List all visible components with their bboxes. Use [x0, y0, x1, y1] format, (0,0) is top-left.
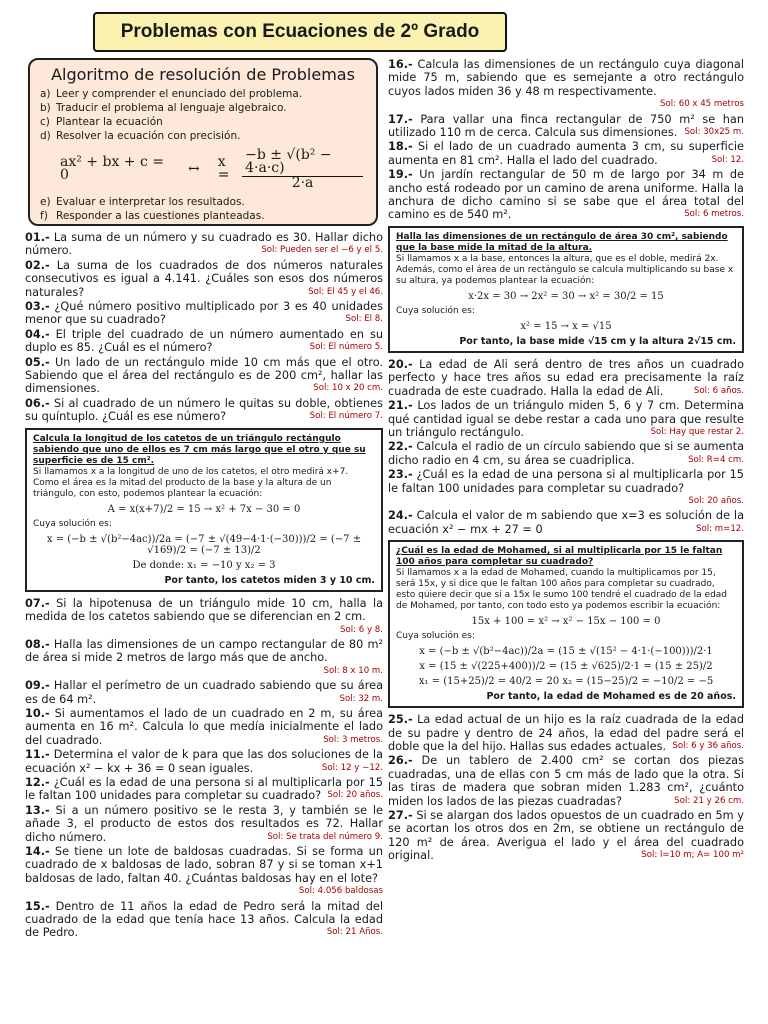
- problem-solution: Sol: m=12.: [696, 523, 744, 534]
- problem-number: 06.-: [25, 396, 50, 410]
- problem-item: [25, 679, 383, 706]
- algorithm-title: Algoritmo de resolución de Problemas: [51, 65, 355, 84]
- problem-solution: Sol: 10 x 20 cm.: [313, 383, 383, 394]
- problem-solution: Sol: 12.: [711, 154, 744, 165]
- problem-solution: Sol: El número 7.: [309, 411, 383, 422]
- problem-item: [388, 358, 744, 398]
- problem-solution: Sol: Hay que restar 2.: [650, 426, 744, 437]
- problem-item: [388, 754, 744, 808]
- problem-item: [25, 231, 383, 258]
- problem-number: 14.-: [25, 845, 50, 858]
- formula-arrow: ↔: [188, 160, 200, 177]
- problem-solution: Sol: Se trata del número 9.: [267, 831, 383, 842]
- formula-numerator: −b ± √(b² − 4·a·c): [242, 149, 363, 177]
- problem-item: [388, 399, 744, 439]
- problem-text: Si a un número positivo se le resta 3, y también se le añade 3, el producto de estos dos resultados es 72. Hallar dicho número.: [25, 803, 384, 844]
- problem-number: 24.-: [388, 509, 413, 523]
- step-letter: e): [40, 196, 51, 209]
- problem-number: 18.-: [388, 140, 413, 154]
- problem-solution: Sol: 6 metros.: [684, 209, 744, 220]
- example-box-catetos: [25, 428, 383, 592]
- example-text: Como el área es la mitad del producto de la base y la altura de un triángulo, con esto, podemos plantear la ecuación:: [33, 477, 332, 499]
- problem-item: [25, 397, 383, 424]
- step-letter: b): [40, 102, 51, 115]
- problem-number: 17.-: [388, 112, 413, 126]
- problem-text: Los lados de un triángulo miden 5, 6 y 7 cm. Determina qué cantidad igual se debe restar a cada uno para que resulte un triángulo rectángulo.: [388, 399, 744, 439]
- example-label: Cuya solución es:: [33, 518, 112, 529]
- example-question: ¿Cuál es la edad de Mohamed, si al multiplicarla por 15 le faltan 100 años para completar su cuadrado?: [396, 546, 723, 568]
- example-answer: Por tanto, los catetos miden 3 y 10 cm.: [164, 574, 375, 586]
- problem-text: La suma de los cuadrados de dos números naturales consecutivos es igual a 4.141. ¿Cuáles son esos dos números naturales?: [25, 258, 383, 299]
- problem-number: 21.-: [388, 399, 413, 413]
- problem-item: [388, 58, 744, 112]
- problem-solution: Sol: 20 años.: [688, 495, 744, 506]
- problem-text: Hallar el perímetro de un cuadrado sabiendo que su área es de 64 m².: [25, 679, 383, 706]
- problem-text: Si aumentamos el lado de un cuadrado en 2 m, su área aumenta en 16 m². Calcula lo que medía inicialmente el lado del cuadrado.: [25, 706, 383, 747]
- formula-fraction: [242, 146, 363, 191]
- problem-solution: Sol: 4.056 baldosas: [298, 886, 383, 897]
- problem-text: ¿Cuál es la edad de una persona si al multiplicarla por 15 le faltan 100 unidades para completar su cuadrado?: [25, 775, 383, 803]
- page-title: Problemas con Ecuaciones de 2º Grado: [93, 12, 507, 52]
- problem-number: 02.-: [25, 258, 50, 272]
- problem-text: De un tablero de 2.400 cm² se cortan dos piezas cuadradas, una de ellas con 5 cm más de lado que la otra. Si las tiras de madera que sobran miden 1.283 cm², ¿cuánto miden los lados de las piezas cuadradas?: [388, 754, 744, 808]
- problem-text: Halla las dimensiones de un campo rectangular de 80 m² de área si mide 2 metros de largo más que de ancho.: [25, 637, 384, 665]
- example-equation: x² = 15 → x = √15: [520, 320, 612, 332]
- right-column: [388, 58, 744, 864]
- algorithm-step: [40, 129, 366, 143]
- problem-text: Un lado de un rectángulo mide 10 cm más que el otro. Sabiendo que el área del rectángulo es de 200 cm², hallar las dimensiones.: [25, 355, 383, 396]
- algorithm-steps-final: [40, 195, 366, 223]
- example-equation: A = x(x+7)/2 = 15 → x² + 7x − 30 = 0: [107, 503, 301, 515]
- problem-number: 15.-: [25, 899, 50, 913]
- problem-solution: Sol: 20 años.: [327, 790, 383, 801]
- problem-item: [25, 748, 383, 775]
- problem-item: [25, 597, 383, 637]
- example-equation: x·2x = 30 → 2x² = 30 → x² = 30/2 = 15: [468, 290, 664, 302]
- algorithm-step: [40, 195, 366, 209]
- example-equation: 15x + 100 = x² → x² − 15x − 100 = 0: [471, 616, 661, 628]
- problem-number: 13.-: [25, 803, 50, 817]
- problem-solution: Sol: 6 y 36 años.: [672, 740, 744, 751]
- step-letter: d): [40, 130, 51, 143]
- problem-text: La edad de Ali será dentro de tres años un cuadrado perfecto y hace tres años su edad era precisamente la raíz cuadrada de este cuadrado. Halla la edad de Ali.: [388, 357, 745, 398]
- problem-item: [388, 509, 744, 536]
- example-answer: Por tanto, la edad de Mohamed es de 20 años.: [486, 691, 736, 703]
- problem-item: [25, 356, 383, 396]
- problem-solution: Sol: 32 m.: [339, 693, 383, 704]
- step-text: Evaluar e interpretar los resultados.: [56, 196, 245, 209]
- problem-solution: Sol: 6 años.: [693, 385, 744, 396]
- problem-list: [25, 597, 383, 940]
- problem-solution: Sol: 21 Años.: [326, 927, 383, 938]
- problem-number: 05.-: [25, 355, 50, 369]
- problem-item: [388, 140, 744, 167]
- problem-item: [25, 707, 383, 747]
- problem-solution: Sol: El 8.: [345, 314, 383, 325]
- problem-number: 04.-: [25, 327, 50, 341]
- step-text: Responder a las cuestiones planteadas.: [56, 210, 265, 223]
- problem-text: El triple del cuadrado de un número aumentado en su duplo es 85. ¿Cuál es el número?: [25, 327, 383, 355]
- example-equation: x = (15 ± √(225+400))/2 = (15 ± √625)/2·1 = (15 ± 25)/2: [419, 661, 713, 673]
- problem-item: [388, 168, 744, 222]
- problem-list: [388, 358, 744, 536]
- problem-number: 11.-: [25, 748, 50, 762]
- quadratic-formula: [60, 146, 366, 191]
- problem-number: 01.-: [25, 231, 50, 244]
- example-box-mohamed: [388, 540, 744, 708]
- problem-solution: Sol: 60 x 45 metros: [660, 99, 744, 110]
- problem-text: Si se alargan dos lados opuestos de un cuadrado en 5m y se acortan los otros dos en 2m, se obtiene un rectángulo de 120 m² de área. Averigua el lado y el área del cuadrado original.: [388, 809, 744, 863]
- problem-number: 27.-: [388, 809, 413, 822]
- problem-item: [25, 259, 383, 299]
- formula-x: x =: [217, 154, 230, 184]
- step-text: Traducir el problema al lenguaje algebraico.: [56, 102, 287, 115]
- step-letter: c): [40, 116, 50, 129]
- problem-number: 26.-: [388, 754, 413, 768]
- algorithm-step: [40, 87, 366, 101]
- problem-solution: Sol: El número 5.: [309, 342, 383, 353]
- problem-text: Si al cuadrado de un número le quitas su doble, obtienes su quíntuplo. ¿Cuál es ese número?: [25, 396, 384, 424]
- problem-text: Dentro de 11 años la edad de Pedro será la mitad del cuadrado de la edad que tenía hace 13 años. Calcula la edad de Pedro.: [25, 899, 383, 940]
- problem-item: [388, 468, 744, 508]
- problem-number: 07.-: [25, 596, 50, 610]
- problem-text: Calcula las dimensiones de un rectángulo cuya diagonal mide 75 m, sabiendo que es semejante a otro rectángulo cuyos lados miden 36 y 48 m respectivamente.: [388, 58, 744, 98]
- problem-text: Un jardín rectangular de 50 m de largo por 34 m de ancho está rodeado por un camino de arena uniforme. Halla la anchura de dicho camino si se sabe que el área total del camino es de 540 m².: [388, 168, 744, 222]
- example-question: Halla las dimensiones de un rectángulo de área 30 cm², sabiendo que la base mide la mitad de la altura.: [396, 231, 728, 253]
- problem-text: Determina el valor de k para que las dos soluciones de la ecuación x² − kx + 36 = 0 sean iguales.: [25, 748, 383, 775]
- problem-solution: Sol: 12 y −12.: [321, 762, 383, 773]
- problem-item: [25, 300, 383, 327]
- problem-list: [388, 713, 744, 862]
- problem-item: [25, 804, 383, 844]
- example-box-rectangulo: [388, 226, 744, 353]
- example-equation: x = (−b ± √(b²−4ac))/2a = (−7 ± √(49−4·1·(−30)))/2 = (−7 ± √169)/2 = (−7 ± 13)/2: [46, 533, 362, 556]
- example-text: Si llamamos x a la base, entonces la altura, que es el doble, medirá 2x. Además, como el área de un rectángulo se calcula multiplicando su base x su altura, ya podemos plantear la ecuación:: [396, 253, 734, 286]
- problem-solution: Sol: 30x25 m.: [684, 127, 744, 138]
- example-label: Cuya solución es:: [396, 631, 475, 642]
- problem-solution: Sol: Pueden ser el −6 y el 5.: [261, 245, 383, 256]
- problem-list: [25, 231, 383, 424]
- problem-solution: Sol: R=4 cm.: [688, 454, 744, 465]
- example-equation: x = (−b ± √(b²−4ac))/2a = (15 ± √(15² − 4·1·(−100)))/2·1: [419, 646, 713, 658]
- problem-text: ¿Cuál es la edad de una persona si al multiplicarla por 15 le faltan 100 unidades para completar su cuadrado?: [388, 468, 744, 495]
- example-text: Si llamamos x a la edad de Mohamed, cuando la multiplicamos por 15, será 15x, y si dice que le faltan 100 años para completar su cuadrado, esto quiere decir que si a 15x le sumo 100 tendré el cuadrado de la edad de Mohamed, por tanto, con todo esto ya podemos escribir la ecuación:: [396, 568, 728, 612]
- algorithm-step: [40, 209, 366, 223]
- problem-number: 10.-: [25, 706, 50, 720]
- problem-text: Si el lado de un cuadrado aumenta 3 cm, su superficie aumenta en 81 cm². Halla el lado del cuadrado.: [388, 140, 744, 167]
- step-text: Resolver la ecuación con precisión.: [56, 130, 241, 143]
- problem-text: Calcula el valor de m sabiendo que x=3 es solución de la ecuación x² − mx + 27 = 0: [388, 509, 744, 536]
- problem-text: Calcula el radio de un círculo sabiendo que si se aumenta dicho radio en 4 cm, su área se cuadriplica.: [388, 440, 745, 467]
- problem-item: [25, 845, 383, 899]
- problem-number: 19.-: [388, 168, 413, 182]
- step-letter: f): [40, 210, 48, 223]
- problem-text: La suma de un número y su cuadrado es 30. Hallar dicho número.: [25, 231, 384, 258]
- step-text: Leer y comprender el enunciado del problema.: [56, 88, 303, 101]
- problem-item: [25, 900, 383, 940]
- problem-item: [388, 713, 744, 753]
- step-letter: a): [40, 88, 51, 101]
- problem-text: Se tiene un lote de baldosas cuadradas. Si se forma un cuadrado de x baldosas de lado, sobran 87 y si se toman x+1 baldosas de lado, faltan 40. ¿Cuántas baldosas hay en el lote?: [25, 845, 383, 885]
- step-text: Plantear la ecuación: [56, 116, 163, 129]
- example-question: Calcula la longitud de los catetos de un triángulo rectángulo sabiendo que uno de ellos es 7 cm más largo que el otro y que su superficie es de 15 cm².: [33, 433, 366, 466]
- example-answer: Por tanto, la base mide √15 cm y la altura 2√15 cm.: [459, 335, 736, 347]
- problem-number: 25.-: [388, 713, 413, 727]
- left-column: [25, 58, 383, 941]
- problem-solution: Sol: 3 metros.: [323, 734, 383, 745]
- algorithm-steps: [40, 87, 366, 143]
- problem-text: La edad actual de un hijo es la raíz cuadrada de la edad de su padre y dentro de 24 años, la edad del padre será el doble que la del hijo. Hallas sus edades actuales.: [388, 713, 744, 753]
- problem-number: 23.-: [388, 468, 413, 482]
- problem-number: 22.-: [388, 440, 413, 454]
- problem-number: 09.-: [25, 679, 50, 693]
- problem-number: 20.-: [388, 357, 413, 371]
- formula-equation: ax² + bx + c = 0: [60, 154, 164, 184]
- problem-solution: Sol: l=10 m; A= 100 m²: [641, 850, 744, 861]
- problem-solution: Sol: 8 x 10 m.: [323, 665, 383, 676]
- algorithm-step: [40, 115, 366, 129]
- problem-item: [388, 440, 744, 467]
- problem-item: [388, 809, 744, 863]
- example-label: Cuya solución es:: [396, 305, 475, 316]
- problem-list: [388, 58, 744, 222]
- problem-number: 03.-: [25, 300, 50, 314]
- problem-item: [25, 776, 383, 803]
- problem-solution: Sol: 21 y 26 cm.: [674, 795, 744, 806]
- algorithm-step: [40, 101, 366, 115]
- example-equation: x₁ = (15+25)/2 = 40/2 = 20 x₂ = (15−25)/2 = −10/2 = −5: [418, 676, 714, 688]
- problem-text: ¿Qué número positivo multiplicado por 3 es 40 unidades menor que su cuadrado?: [25, 300, 383, 327]
- problem-number: 16.-: [388, 58, 413, 71]
- problem-text: Si la hipotenusa de un triángulo mide 10 cm, halla la medida de los catetos sabiendo que se diferencian en 2 cm.: [25, 596, 384, 624]
- problem-solution: Sol: El 45 y el 46.: [308, 286, 383, 297]
- problem-solution: Sol: 6 y 8.: [340, 624, 383, 635]
- problem-text: Para vallar una finca rectangular de 750 m² se han utilizado 110 m de cerca. Calcula sus dimensiones.: [388, 112, 745, 140]
- problem-item: [388, 113, 744, 140]
- problem-number: 08.-: [25, 637, 50, 651]
- problem-item: [25, 328, 383, 355]
- example-text: Si llamamos x a la longitud de uno de los catetos, el otro medirá x+7.: [33, 466, 349, 477]
- example-equation: De donde: x₁ = −10 y x₂ = 3: [132, 559, 276, 571]
- formula-denominator: 2·a: [291, 174, 314, 191]
- algorithm-box: [28, 58, 378, 226]
- problem-number: 12.-: [25, 775, 50, 789]
- problem-item: [25, 638, 383, 678]
